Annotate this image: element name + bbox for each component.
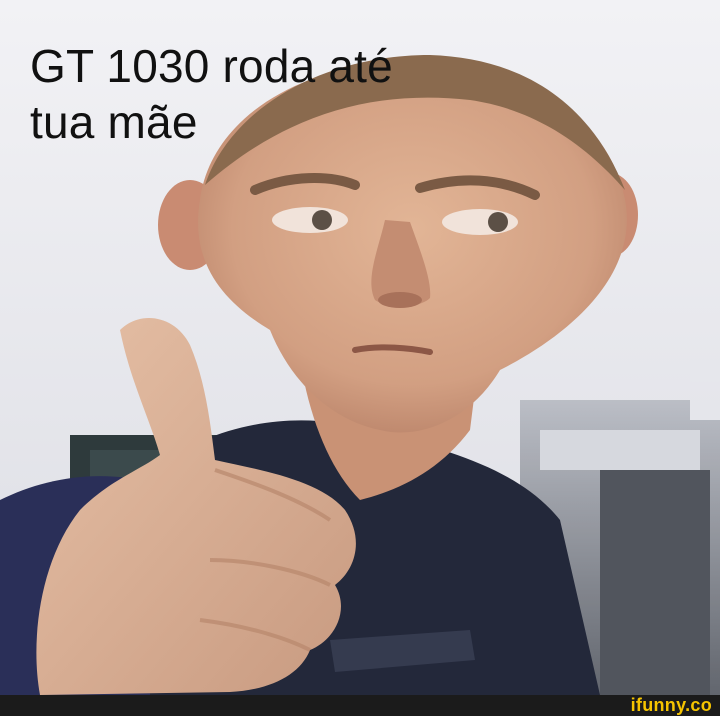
caption-line-2: tua mãe [30,96,198,148]
watermark-bar [0,695,720,716]
caption-line-1: GT 1030 roda até [30,40,393,92]
right-eye [442,209,518,235]
left-eye [272,207,348,233]
meme-caption [30,38,490,150]
ifunny-watermark: ifunny.co [630,695,712,715]
